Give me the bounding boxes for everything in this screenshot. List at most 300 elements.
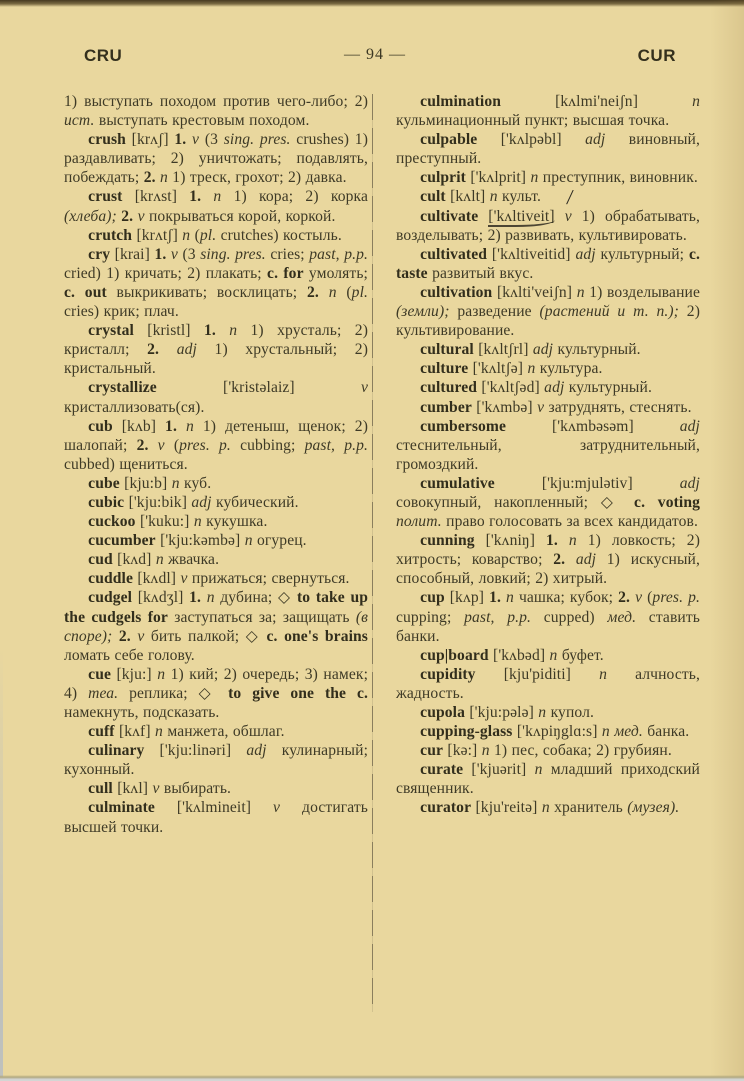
- headword: cupping-glass: [420, 723, 513, 741]
- text-run: n: [213, 188, 222, 206]
- text-run: теа.: [88, 684, 119, 702]
- text-run: алчность, жадность.: [396, 665, 700, 702]
- text-run: [558, 532, 569, 549]
- text-run: 1.: [489, 589, 501, 607]
- text-run: кукушка.: [201, 513, 268, 531]
- text-run: [555, 208, 565, 225]
- guide-word-left: CRU: [84, 46, 123, 65]
- text-run: [159, 341, 177, 358]
- entry-cube: [64, 474, 368, 493]
- text-run: n: [489, 188, 498, 206]
- text-run: [kju'piditi]: [475, 665, 600, 683]
- headword: culture: [420, 360, 469, 378]
- text-run: бить палкой; ◇: [144, 627, 267, 645]
- headword: culprit: [420, 169, 466, 187]
- entry-culpable: [396, 130, 700, 168]
- entry-crystallize: [64, 378, 368, 416]
- text-run: 1) пес, собака; 2) грубиян.: [489, 742, 672, 760]
- text-run: заступаться за; защищать: [167, 608, 356, 626]
- headword: crush: [88, 131, 126, 149]
- text-run: разведение: [449, 303, 540, 321]
- text-run: pl.: [351, 283, 368, 301]
- text-run: n: [155, 723, 163, 741]
- text-run: cubbing;: [230, 436, 305, 454]
- text-run: 2) культивирование.: [396, 303, 700, 340]
- entry-cuff: [64, 722, 368, 741]
- text-run: 1) искусный, способный, ловкий; 2) хитрый.: [396, 551, 700, 588]
- text-run: 1.: [174, 131, 187, 149]
- text-run: 2.: [136, 436, 149, 454]
- text-run: культурный;: [595, 245, 689, 263]
- headword: cupidity: [420, 665, 476, 683]
- text-run: c. voting: [634, 493, 700, 511]
- entry-cull: [64, 779, 368, 798]
- text-run: n: [527, 360, 536, 378]
- text-run: n: [692, 93, 700, 110]
- headword: cupola: [420, 704, 465, 721]
- text-run: ['kristəlaiz]: [156, 379, 361, 397]
- text-run: 2.: [147, 341, 160, 359]
- text-run: n: [576, 283, 585, 301]
- text-run: ['kʌltʃəd]: [477, 379, 545, 397]
- headword: culpable: [420, 131, 478, 149]
- text-run: v: [152, 780, 160, 798]
- text-run: культ.: [497, 188, 541, 206]
- text-run: v: [157, 436, 165, 454]
- text-run: v: [635, 589, 643, 607]
- scan-edge-bottom: [0, 1075, 744, 1081]
- text-run: cried) 1) кричать; 2) плакать;: [64, 264, 268, 282]
- text-run: sing. pres.: [200, 245, 266, 263]
- text-run: намекнуть, подсказать.: [64, 704, 220, 721]
- headword: cultured: [420, 379, 477, 397]
- text-run: n: [541, 799, 550, 817]
- text-run: v: [273, 799, 281, 817]
- entry-crush: [64, 130, 368, 187]
- text-run: манжета, обшлаг.: [162, 723, 285, 741]
- text-run: (3: [199, 131, 224, 149]
- text-run: n: [599, 665, 607, 683]
- text-run: n: [328, 283, 337, 301]
- headword: cultivated: [420, 245, 488, 263]
- text-run: cupping;: [396, 608, 465, 626]
- text-run: (музея).: [627, 799, 680, 817]
- text-run: покрываться корой, коркой.: [144, 207, 336, 225]
- text-run: ['kju:pələ]: [464, 704, 539, 721]
- entry-cultivation: [396, 283, 700, 340]
- text-run: ['kʌmbə]: [471, 398, 538, 416]
- scan-edge-top: [0, 0, 744, 7]
- text-run: чашка; кубок;: [513, 589, 619, 607]
- text-run: n: [193, 513, 202, 531]
- entry-cup: [396, 588, 700, 645]
- text-run: (3: [177, 245, 201, 263]
- text-run: n: [549, 646, 558, 664]
- text-run: ['kjuərit]: [463, 761, 535, 779]
- page-number: — 94 —: [344, 46, 407, 63]
- text-run: adj: [246, 742, 267, 760]
- text-run: adj: [575, 245, 596, 263]
- text-run: v: [537, 398, 545, 416]
- text-run: (в споре);: [64, 608, 368, 645]
- text-run: достигать высшей точки.: [64, 799, 368, 836]
- headword: curate: [420, 761, 464, 779]
- text-run: 1.: [189, 188, 202, 206]
- text-run: мед.: [607, 608, 637, 626]
- text-run: n: [182, 226, 191, 244]
- entry-cucumber: [64, 531, 368, 550]
- text-run: past, p.p.: [304, 436, 368, 454]
- text-run: [kʌlmi'neiʃn]: [500, 93, 693, 110]
- left-column: [64, 92, 368, 837]
- text-run: хранитель: [549, 799, 628, 817]
- entry-cunning: [396, 531, 700, 588]
- text-run: [krai]: [110, 245, 155, 263]
- entry-cultivated: [396, 245, 700, 283]
- text-run: (: [190, 226, 200, 244]
- text-run: [kju:b]: [119, 474, 172, 492]
- text-run: n: [601, 723, 610, 741]
- text-run: 1) треск, грохот; 2) давка.: [167, 169, 347, 187]
- text-run: n: [506, 589, 514, 607]
- pen-mark: /: [565, 184, 575, 210]
- entry-cub: [64, 417, 368, 474]
- text-run: младший приходский священник.: [396, 761, 701, 798]
- headword: cud: [88, 551, 113, 569]
- text-run: past, p.p.: [464, 608, 532, 626]
- text-run: [kʌp]: [444, 589, 490, 607]
- text-run: pres. p.: [652, 589, 701, 607]
- text-run: кубический.: [211, 493, 299, 511]
- text-run: [krʌtʃ]: [132, 226, 183, 244]
- text-run: 1) выступать походом против чего-либо; 2): [64, 93, 368, 110]
- text-run: 1) хрусталь; 2) кристалл;: [64, 322, 368, 359]
- entry-culprit: [396, 168, 700, 187]
- text-run: купол.: [546, 704, 594, 721]
- text-run: ['kju:kəmbə]: [155, 532, 245, 550]
- headword: cultivate: [420, 207, 479, 225]
- headword: cunning: [420, 532, 475, 550]
- entry-cue: [64, 665, 368, 722]
- entry-cuddle: [64, 569, 368, 588]
- text-run: n: [534, 761, 543, 779]
- text-run: c. one's brains: [266, 627, 368, 645]
- headword: crystallize: [88, 379, 157, 397]
- text-run: [kju:]: [111, 665, 158, 683]
- text-run: crushes) 1) раздавливать; 2) уничтожать; подавлять, побеждать;: [64, 131, 368, 187]
- text-run: (: [164, 436, 180, 454]
- text-run: ломать себе голову.: [64, 646, 195, 664]
- text-run: выступать крестовым походом.: [94, 112, 310, 130]
- text-run: (: [642, 589, 653, 607]
- text-run: n: [160, 169, 168, 187]
- text-run: v: [360, 379, 368, 397]
- text-run: v: [137, 627, 145, 645]
- text-run: ['kʌmbəsəm]: [506, 417, 680, 435]
- entry-crust: [64, 187, 368, 225]
- headword: cuff: [88, 723, 115, 741]
- text-run: дубина; ◇: [214, 589, 297, 607]
- text-run: past, p.p.: [309, 245, 368, 263]
- text-run: 2.: [553, 551, 566, 569]
- text-run: pres. p.: [179, 436, 231, 454]
- headword: cultural: [420, 341, 474, 359]
- headword: cuckoo: [88, 513, 136, 531]
- text-run: ['kʌltiveitid]: [487, 245, 576, 263]
- text-run: ['kʌlprit]: [465, 169, 531, 187]
- text-run: [kʌb]: [112, 417, 166, 435]
- text-run: to take up the cudgels for: [64, 589, 368, 626]
- text-run: 1.: [154, 245, 167, 263]
- text-run: n: [171, 474, 180, 492]
- text-run: adj: [191, 493, 212, 511]
- text-run: право голосовать за всех кандидатов.: [441, 513, 698, 531]
- text-run: ['kʌniŋ]: [474, 532, 546, 550]
- entry-cur: [396, 741, 700, 760]
- headword: culminate: [88, 799, 155, 817]
- entry-culminate: [64, 798, 368, 836]
- text-run: n: [206, 589, 215, 607]
- headword: cultivation: [420, 283, 493, 301]
- text-run: [kʌlti'veiʃn]: [492, 283, 577, 301]
- text-run: ['kʌlmineit]: [154, 799, 274, 817]
- text-run: [kju'reitə]: [471, 799, 542, 817]
- headword: culinary: [88, 742, 145, 760]
- headword: cudgel: [88, 589, 133, 607]
- text-run: буфет.: [557, 646, 604, 664]
- text-run: (земли);: [396, 303, 450, 321]
- pronunciation-pen-underlined: ['kʌltiveit]: [488, 207, 555, 225]
- headword: cult: [420, 188, 446, 206]
- text-run: crutches) костыль.: [216, 226, 342, 244]
- entry-cultured: [396, 378, 700, 397]
- entry-cud: [64, 550, 368, 569]
- headword: curator: [420, 799, 472, 817]
- text-run: cubbed) щениться.: [64, 455, 188, 473]
- headword: cumulative: [420, 474, 495, 492]
- text-run: n: [155, 551, 164, 569]
- text-run: прижаться; свернуться.: [187, 570, 350, 588]
- entry-curate: [396, 760, 700, 798]
- headword: crutch: [88, 226, 133, 244]
- text-run: виновный, преступный.: [396, 131, 700, 168]
- entry-cupidity: [396, 665, 700, 703]
- text-run: 1) хрустальный; 2) кристальный.: [64, 341, 368, 378]
- scan-edge-left: [0, 0, 3, 1081]
- text-run: sing. pres.: [223, 131, 291, 149]
- text-run: 1.: [545, 532, 558, 550]
- text-run: [148, 437, 157, 454]
- text-run: ['kuku:]: [135, 513, 194, 531]
- text-run: [177, 418, 186, 435]
- text-run: adj: [679, 474, 700, 492]
- entry-cupola: [396, 703, 700, 722]
- entry-cult: [396, 184, 700, 210]
- text-columns: [64, 92, 700, 837]
- text-run: n: [538, 704, 547, 721]
- headword: cup: [420, 589, 445, 607]
- headword: cup|board: [420, 646, 489, 664]
- entry-cumber: [396, 398, 700, 417]
- text-run: adj: [575, 551, 597, 569]
- text-run: [201, 188, 213, 205]
- text-run: cries) крик; плач.: [64, 303, 179, 321]
- headword: cube: [88, 474, 120, 492]
- text-run: 1) ловкость; 2) хитрость; коварство;: [396, 532, 700, 569]
- text-run: умолять;: [303, 264, 368, 282]
- text-run: ист.: [64, 112, 95, 130]
- text-run: стеснительный, затруднительный, громоздкий.: [396, 436, 700, 473]
- text-run: v: [192, 131, 200, 149]
- text-run: c. taste: [396, 245, 700, 282]
- entry-culture: [396, 359, 700, 378]
- headword: cull: [88, 780, 113, 798]
- text-run: 1.: [203, 322, 216, 340]
- text-run: pl.: [199, 226, 217, 244]
- text-run: 2.: [307, 283, 319, 301]
- text-run: [kʌf]: [114, 723, 156, 741]
- text-run: c. for: [267, 264, 304, 282]
- text-run: [kə:]: [443, 742, 482, 760]
- text-run: v: [137, 207, 145, 225]
- headword: cry: [88, 245, 111, 263]
- text-run: преступник, виновник.: [538, 169, 698, 187]
- entry-curator: [396, 798, 700, 817]
- text-run: 2.: [618, 589, 631, 607]
- entry-cultivate: [396, 207, 700, 245]
- entry-cumulative: [396, 474, 700, 531]
- text-run: ['kju:linəri]: [144, 742, 247, 760]
- text-run: [kʌdʒl]: [132, 589, 190, 607]
- text-run: [565, 551, 576, 568]
- text-run: [krʌʃ]: [125, 131, 175, 149]
- text-run: 2.: [143, 169, 156, 187]
- text-run: [kʌl]: [112, 780, 153, 798]
- text-run: культурный.: [553, 341, 641, 359]
- text-run: полит.: [396, 513, 442, 531]
- headword: cubic: [88, 493, 125, 511]
- entry-culinary: [64, 741, 368, 779]
- text-run: [319, 284, 329, 301]
- text-run: [kʌdl]: [132, 570, 181, 588]
- text-run: adj: [585, 131, 606, 149]
- right-column: [396, 92, 700, 837]
- guide-word-right: CUR: [637, 46, 676, 65]
- text-run: кульминационный пункт; высшая точка.: [396, 112, 670, 130]
- text-run: культурный.: [564, 379, 652, 397]
- text-run: 1) кора; 2) корка: [221, 188, 368, 206]
- text-run: [216, 322, 229, 339]
- text-run: to give one the c.: [228, 684, 369, 702]
- text-run: v: [180, 570, 188, 588]
- entry-cudgel: [64, 588, 368, 664]
- page-header: [84, 46, 676, 68]
- headword: cue: [88, 665, 111, 683]
- text-run: n: [229, 322, 238, 340]
- entry-crystal: [64, 321, 368, 378]
- text-run: мед.: [614, 723, 643, 741]
- text-run: cupped): [531, 608, 608, 626]
- text-run: выкрикивать; восклицать;: [106, 283, 307, 301]
- text-run: ['kʌbəd]: [488, 646, 550, 664]
- text-run: ['kʌlpəbl]: [477, 131, 586, 149]
- text-run: 1.: [189, 589, 202, 607]
- text-run: банка.: [642, 723, 690, 741]
- text-run: n: [568, 532, 577, 550]
- entry-crutch: [64, 226, 368, 245]
- headword: cumbersome: [420, 417, 507, 435]
- headword: culmination: [420, 93, 501, 110]
- entry-cuckoo: [64, 512, 368, 531]
- entry-culmination: [396, 92, 700, 130]
- text-run: cries;: [265, 245, 310, 263]
- text-run: куб.: [179, 474, 212, 492]
- text-run: [kʌltʃrl]: [473, 341, 533, 359]
- text-run: затруднять, стеснять.: [544, 398, 692, 416]
- text-run: c. out: [64, 283, 107, 301]
- text-run: adj: [679, 417, 700, 435]
- text-run: adj: [532, 341, 554, 359]
- text-run: n: [244, 532, 253, 550]
- text-run: совокупный, накопленный; ◇: [396, 493, 635, 511]
- text-run: adj: [544, 379, 565, 397]
- text-run: 2.: [118, 627, 131, 645]
- headword: cub: [88, 417, 113, 435]
- text-run: культура.: [535, 360, 603, 378]
- text-run: 1) детеныш, щенок; 2) шалопай;: [64, 417, 368, 454]
- text-run: (хлеба);: [64, 207, 117, 225]
- text-run: 1) кий; 2) очередь; 3) намек; 4): [64, 665, 368, 702]
- text-run: v: [170, 245, 178, 263]
- text-run: n: [530, 169, 539, 187]
- text-run: ['kju:bik]: [124, 493, 192, 511]
- entry-cultural: [396, 340, 700, 359]
- entry-continuation: [64, 92, 368, 130]
- text-run: развитый вкус.: [427, 264, 534, 282]
- text-run: (растений и т. п.);: [539, 303, 679, 321]
- text-run: 1.: [165, 417, 177, 435]
- entry-cuppingglass: [396, 722, 700, 741]
- text-run: ['kʌltʃə]: [468, 360, 528, 378]
- text-run: огурец.: [252, 532, 307, 550]
- text-run: реплика; ◇: [118, 684, 229, 702]
- text-run: кулинарный; кухонный.: [64, 742, 369, 779]
- headword: cucumber: [88, 532, 156, 550]
- text-run: [krʌst]: [122, 188, 190, 206]
- headword: crust: [88, 188, 123, 206]
- text-run: ['kju:mjulətiv]: [494, 474, 680, 492]
- headword: cuddle: [88, 570, 133, 588]
- text-run: ['kʌpiŋglɑ:s]: [512, 723, 602, 741]
- text-run: выбирать.: [159, 780, 232, 798]
- text-run: (: [336, 283, 352, 301]
- text-run: 1) возделывание: [584, 283, 700, 301]
- entry-cupboard: [396, 646, 700, 665]
- text-run: 1) обрабатывать, возделывать; 2) развивать, культивировать.: [396, 207, 700, 244]
- text-run: кристаллизовать(ся).: [64, 398, 205, 416]
- text-run: [kʌd]: [112, 551, 156, 569]
- headword: cur: [420, 742, 443, 760]
- page-curvature-shadow: [710, 0, 744, 1081]
- text-run: жвачка.: [163, 551, 220, 569]
- entry-cubic: [64, 493, 368, 512]
- text-run: adj: [176, 341, 197, 359]
- text-run: [kʌlt]: [445, 188, 490, 206]
- text-run: n: [481, 742, 490, 760]
- entry-cry: [64, 245, 368, 321]
- text-run: [kristl]: [133, 322, 204, 340]
- entry-cumbersome: [396, 417, 700, 474]
